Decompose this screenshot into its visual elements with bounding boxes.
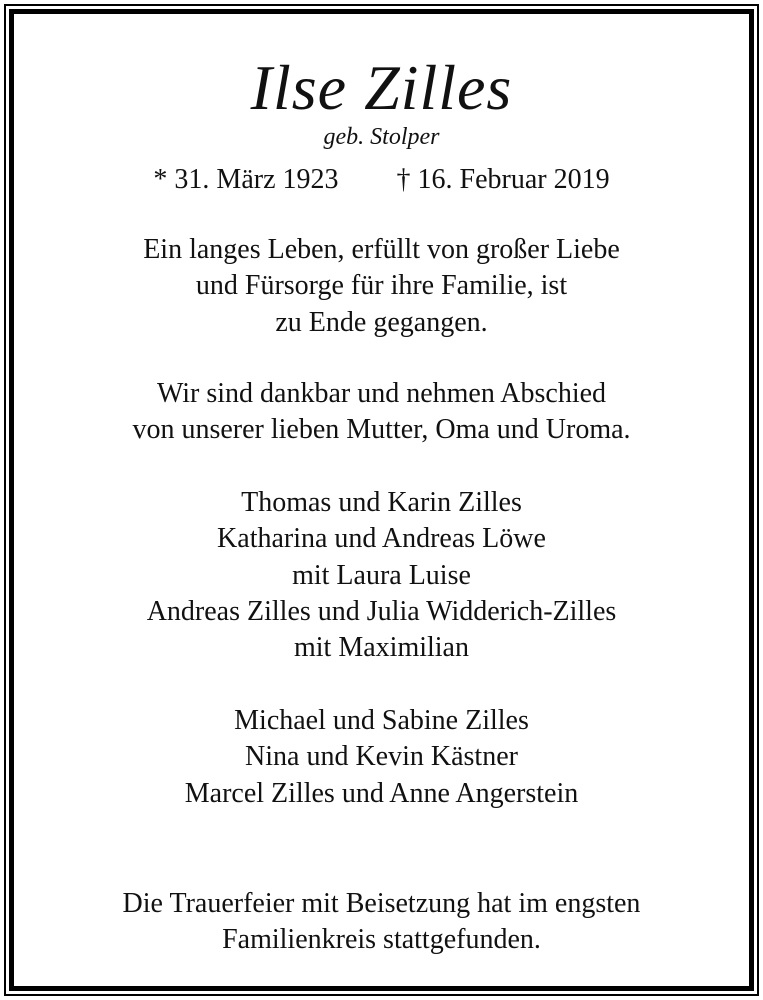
- deceased-name: Ilse Zilles: [250, 52, 513, 123]
- mourner-line: Nina und Kevin Kästner: [245, 741, 518, 773]
- mourner-line: mit Maximilian: [294, 632, 469, 664]
- birth-date: * 31. März 1923: [153, 164, 339, 195]
- maiden-name: geb. Stolper: [323, 124, 440, 150]
- farewell-line: von unserer lieben Mutter, Oma und Uroma.: [132, 414, 631, 446]
- life-dates: [14, 162, 749, 198]
- farewell-line: Wir sind dankbar und nehmen Abschied: [156, 378, 607, 409]
- death-date: † 16. Februar 2019: [396, 164, 610, 195]
- obituary-notice: [14, 14, 749, 986]
- funeral-note-line: Familienkreis stattgefunden.: [222, 924, 541, 956]
- mourners-list-1: [14, 485, 749, 666]
- message-line: zu Ende gegangen.: [275, 306, 488, 338]
- mourner-line: Andreas Zilles und Julia Widderich-Zilles: [146, 595, 617, 627]
- mourner-line: Thomas und Karin Zilles: [241, 487, 522, 518]
- message-line: Ein langes Leben, erfüllt von großer Liebe: [143, 234, 620, 265]
- mourner-line: Michael und Sabine Zilles: [234, 705, 529, 736]
- mourner-line: mit Laura Luise: [292, 559, 471, 591]
- message-paragraph: [14, 232, 749, 341]
- mourner-line: Marcel Zilles und Anne Angerstein: [184, 777, 579, 809]
- farewell-paragraph: [14, 376, 749, 449]
- message-line: und Fürsorge für ihre Familie, ist: [195, 270, 568, 302]
- funeral-note: [14, 886, 749, 959]
- funeral-note-line: Die Trauerfeier mit Beisetzung hat im engsten: [122, 888, 641, 919]
- mourners-list-2: [14, 703, 749, 812]
- mourner-line: Katharina und Andreas Löwe: [217, 523, 546, 555]
